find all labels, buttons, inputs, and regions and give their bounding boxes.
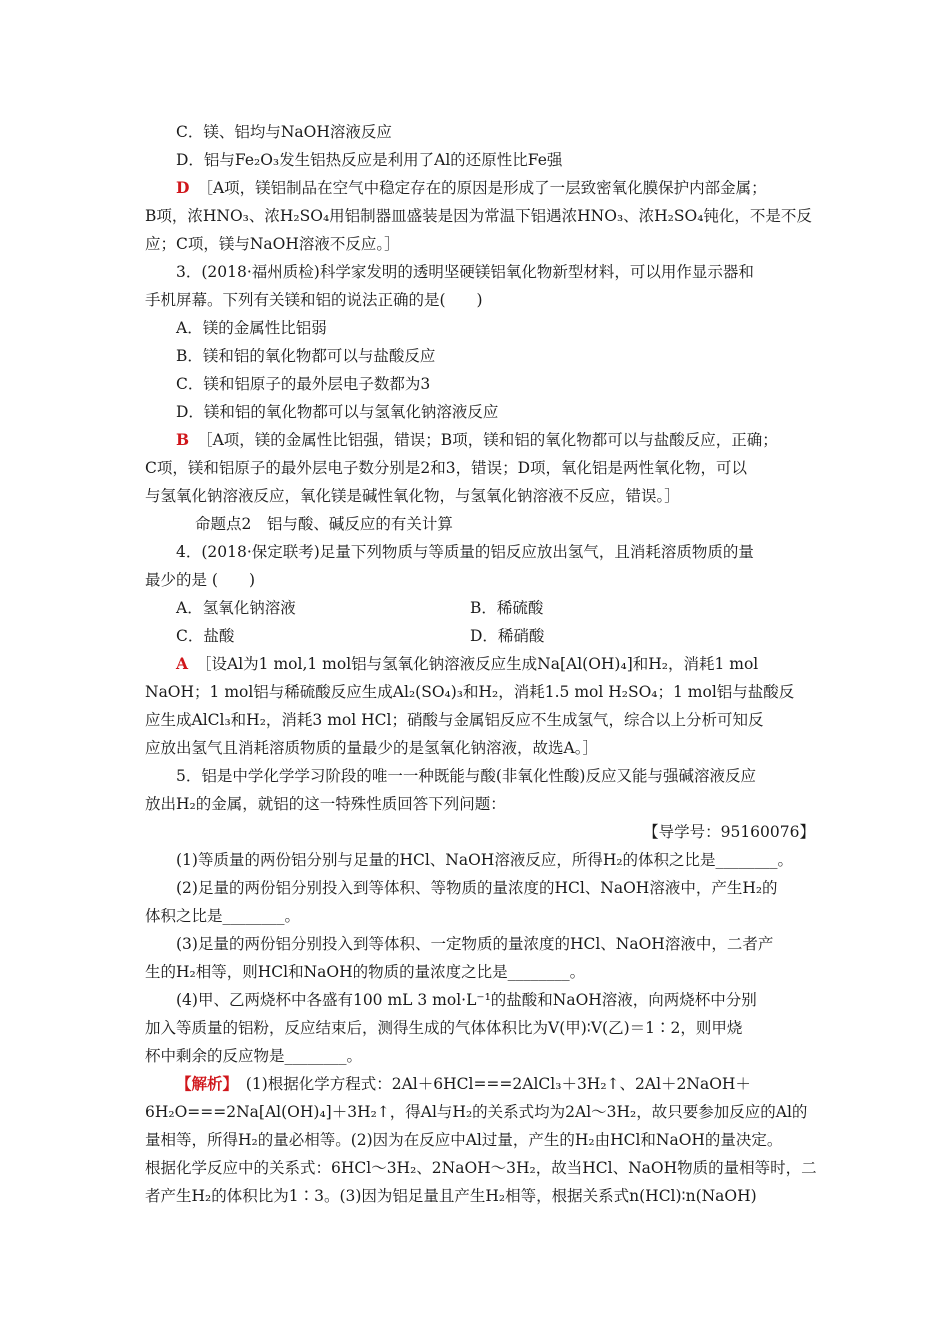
q3-option-c: C．镁和铝原子的最外层电子数都为3 (176, 375, 431, 393)
analysis-line-5: 者产生H₂的体积比为1∶3。(3)因为铝足量且产生H₂相等，根据关系式n(HCl)∶n(NaOH) (145, 1187, 757, 1205)
q5-part-4-line-2: 加入等质量的铝粉，反应结束后，测得生成的气体体积比为V(甲)∶V(乙)＝1∶2，则甲烧 (145, 1019, 743, 1037)
q4-stem-line-1: 4．(2018·保定联考)足量下列物质与等质量的铝反应放出氢气，且消耗溶质物质的量 (176, 543, 754, 561)
q2-explanation-line-3: 应；C项，镁与NaOH溶液不反应。］ (145, 235, 400, 253)
q3-option-a: A．镁的金属性比铝弱 (176, 319, 327, 337)
q3-option-d: D．镁和铝的氧化物都可以与氢氧化钠溶液反应 (176, 403, 499, 421)
q5-part-4-line-1: (4)甲、乙两烧杯中各盛有100 mL 3 mol·L⁻¹的盐酸和NaOH溶液，向两烧杯中分别 (176, 991, 757, 1009)
guide-number: 【导学号：95160076】 (643, 823, 815, 841)
q5-stem-line-2: 放出H₂的金属，就铝的这一特殊性质回答下列问题： (145, 795, 506, 813)
q2-explanation-line-1: D ［A项，镁铝制品在空气中稳定存在的原因是形成了一层致密氧化膜保护内部金属； (176, 178, 767, 197)
q4-option-c: C．盐酸 (176, 627, 235, 645)
q5-part-4-line-3: 杯中剩余的反应物是________。 (145, 1047, 363, 1065)
q4-explanation-line-4: 应放出氢气且消耗溶质物质的量最少的是氢氧化钠溶液，故选A。］ (145, 739, 598, 757)
q4-option-a: A．氢氧化钠溶液 (176, 599, 296, 617)
q5-part-2-line-2: 体积之比是________。 (145, 907, 301, 925)
q4-explanation-line-1: A ［设Al为1 mol,1 mol铝与氢氧化钠溶液反应生成Na[Al(OH)₄]和H₂，消耗1 mol (176, 654, 759, 673)
analysis-line-3: 量相等，所得H₂的量必相等。(2)因为在反应中Al过量，产生的H₂由HCl和NaOH的量决定。 (145, 1131, 783, 1149)
q4-option-d: D．稀硝酸 (470, 627, 545, 645)
analysis-line-4: 根据化学反应中的关系式：6HCl～3H₂、2NaOH～3H₂，故当HCl、NaOH物质的量相等时，二 (145, 1159, 817, 1177)
q4-answer-letter: A (176, 654, 189, 673)
q5-part-1: (1)等质量的两份铝分别与足量的HCl、NaOH溶液反应，所得H₂的体积之比是________。 (176, 851, 794, 869)
analysis-label: 【解析】 (176, 1074, 231, 1093)
analysis-line-2: 6H₂O===2Na[Al(OH)₄]＋3H₂↑，得Al与H₂的关系式均为2Al～3H₂，故只要参加反应的Al的 (145, 1103, 808, 1121)
q3-explanation-line-3: 与氢氧化钠溶液反应，氧化镁是碱性氧化物，与氢氧化钠溶液不反应，错误。］ (145, 487, 680, 505)
q5-stem-line-1: 5．铝是中学化学学习阶段的唯一一种既能与酸(非氧化性酸)反应又能与强碱溶液反应 (176, 767, 756, 785)
q2-explanation-line-2: B项，浓HNO₃、浓H₂SO₄用铝制器皿盛装是因为常温下铝遇浓HNO₃、浓H₂SO₄钝化，不是不反 (145, 207, 812, 225)
q5-part-3-line-1: (3)足量的两份铝分别投入到等体积、一定物质的量浓度的HCl、NaOH溶液中，二者产 (176, 935, 774, 953)
analysis-line-1: 【解析】 (1)根据化学方程式：2Al＋6HCl===2AlCl₃＋3H₂↑、2Al＋2NaOH＋ (176, 1074, 751, 1093)
q5-part-3-line-2: 生的H₂相等，则HCl和NaOH的物质的量浓度之比是________。 (145, 963, 586, 981)
q4-option-b: B．稀硫酸 (470, 599, 544, 617)
q5-part-2-line-1: (2)足量的两份铝分别投入到等体积、等物质的量浓度的HCl、NaOH溶液中，产生H₂的 (176, 879, 778, 897)
q2-answer-letter: D (176, 178, 190, 197)
q2-option-d: D．铝与Fe₂O₃发生铝热反应是利用了Al的还原性比Fe强 (176, 151, 563, 169)
q3-stem-line-1: 3．(2018·福州质检)科学家发明的透明坚硬镁铝氧化物新型材料，可以用作显示器和 (176, 263, 754, 281)
q3-explanation-line-2: C项，镁和铝原子的最外层电子数分别是2和3，错误；D项，氧化铝是两性氧化物，可以 (145, 459, 748, 477)
q3-option-b: B．镁和铝的氧化物都可以与盐酸反应 (176, 347, 436, 365)
q3-stem-line-2: 手机屏幕。下列有关镁和铝的说法正确的是( ) (145, 291, 483, 309)
q3-explanation-line-1: B ［A项，镁的金属性比铝强，错误；B项，镁和铝的氧化物都可以与盐酸反应，正确； (176, 430, 778, 449)
q4-stem-line-2: 最少的是 ( ) (145, 571, 256, 589)
q4-explanation-line-3: 应生成AlCl₃和H₂，消耗3 mol HCl；硝酸与金属铝反应不生成氢气，综合以上分析可知反 (145, 711, 764, 729)
q2-option-c: C．镁、铝均与NaOH溶液反应 (176, 123, 392, 141)
q3-answer-letter: B (176, 430, 190, 449)
topic-heading: 命题点2 铝与酸、碱反应的有关计算 (195, 515, 453, 533)
q4-explanation-line-2: NaOH；1 mol铝与稀硫酸反应生成Al₂(SO₄)₃和H₂，消耗1.5 mol H₂SO₄；1 mol铝与盐酸反 (145, 683, 795, 701)
